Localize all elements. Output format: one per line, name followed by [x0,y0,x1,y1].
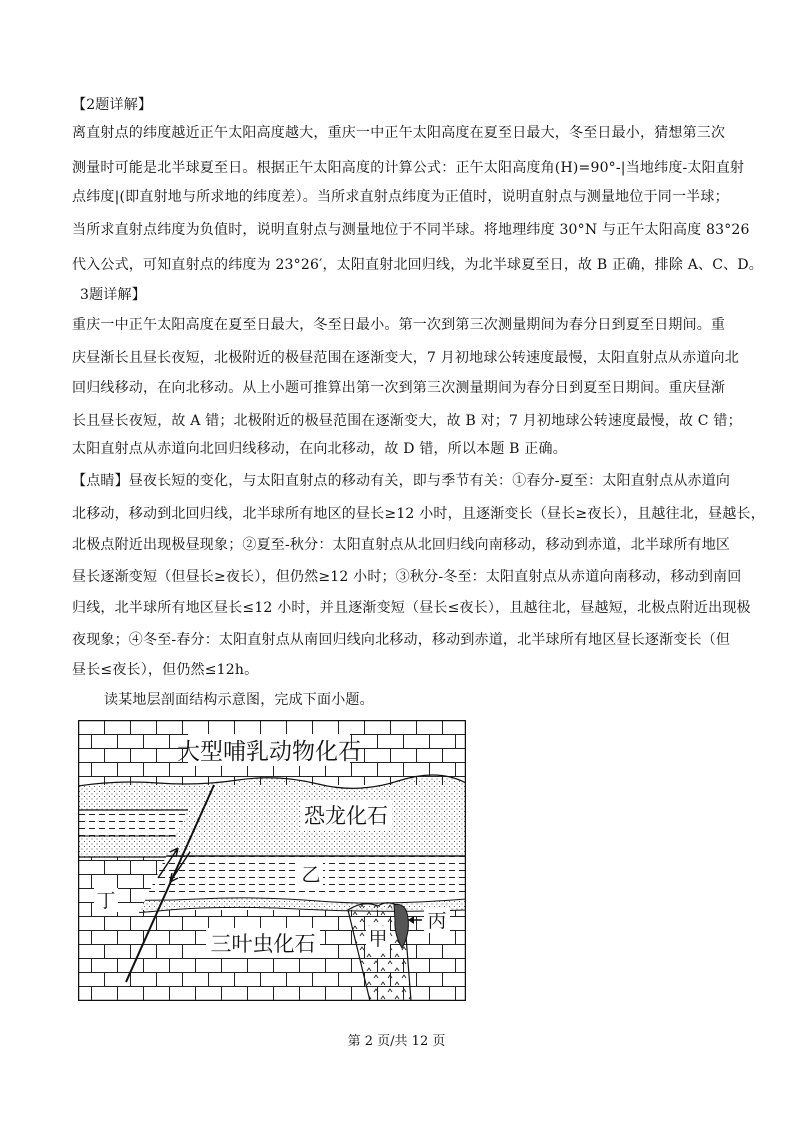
q3-heading: 3题详解】 [80,287,146,303]
label-ding: 丁 [96,890,116,912]
q2-line-4: 当所求直射点纬度为负值时，说明直射点与测量地位于不同半球。将地理纬度 30°N 与正午太阳高度 83°26 [72,222,750,238]
tip-line-4: 昼长逐渐变短（但昼长≥夜长），但仍然≥12 小时；③秋分-冬至：太阳直射点从赤道向南移动，移动到南回 [72,569,742,585]
q3-line-4: 长且昼长夜短，故 A 错；北极附近的极昼范围在逐渐变大，故 B 对；7 月初地球公转速度最慢，故 C 错； [72,413,742,429]
label-bing: 丙 [427,910,447,932]
tip-line-3: 北极点附近出现极昼现象；②夏至-秋分：太阳直射点从北回归线向南移动，移动到赤道，北半球所有地区 [72,537,731,553]
q2-heading: 【2题详解】 [72,97,153,113]
q2-line-3: 点纬度|(即直射地与所求地的纬度差）。当所求直射点纬度为正值时，说明直射点与测量地位于同一半球； [72,189,729,205]
q2-line-1: 离直射点的纬度越近正午太阳高度越大，重庆一中正午太阳高度在夏至日最大，冬至日最小，猜想第三次 [72,125,726,141]
tip-line-7: 昼长≤夜长），但仍然≤12h。 [72,662,259,678]
question-intro: 读某地层剖面结构示意图，完成下面小题。 [104,692,374,708]
q2-line-2: 测量时可能是北半球夏至日。根据正午太阳高度的计算公式：正午太阳高度角(H)=90°-|当地纬度-太阳直射 [72,160,745,176]
q3-line-1: 重庆一中正午太阳高度在夏至日最大，冬至日最小。第一次到第三次测量期间为春分日到夏至日期间。重 [72,317,726,333]
label-mammal-fossils: 大型哺乳动物化石 [177,739,361,765]
q3-line-2: 庆昼渐长且昼长夜短，北极附近的极昼范围在逐渐变大，7 月初地球公转速度最慢，太阳直射点从赤道向北 [72,350,739,366]
tip-line-2: 北移动，移动到北回归线，北半球所有地区的昼长≥12 小时，且逐渐变长（昼长≥夜长），且越往北，昼越长， [72,506,765,522]
q3-line-3: 回归线移动，在向北移动。从上小题可推算出第一次到第三次测量期间为春分日到夏至日期间。重庆昼渐 [72,380,726,396]
q3-line-5: 太阳直射点从赤道向北回归线移动，在向北移动，故 D 错，所以本题 B 正确。 [72,441,567,457]
tip-line-5: 归线，北半球所有地区昼长≤12 小时，并且逐渐变短（昼长≤夜长），且越往北，昼越短，北极点附近出现极 [72,600,751,616]
label-dinosaur-fossils: 恐龙化石 [304,804,388,828]
page-footer: 第 2 页/共 12 页 [347,1034,446,1049]
tip-line-1: 【点睛】昼夜长短的变化，与太阳直射点的移动有关，即与季节有关：①春分-夏至：太阳直射点从赤道向 [72,473,731,489]
tip-line-6: 夜现象；④冬至-春分：太阳直射点从南回归线向北移动，移动到赤道，北半球所有地区昼长逐渐变长（但 [72,632,731,648]
label-yi: 乙 [301,864,321,886]
q2-line-5: 代入公式，可知直射点的纬度为 23°26′，太阳直射北回归线，为北半球夏至日，故 B 正确，排除 A、C、D。 [72,257,763,273]
label-jia: 甲 [368,928,388,950]
label-trilobite-fossils: 三叶虫化石 [210,932,316,956]
stratigraphic-section-diagram [78,720,466,1001]
